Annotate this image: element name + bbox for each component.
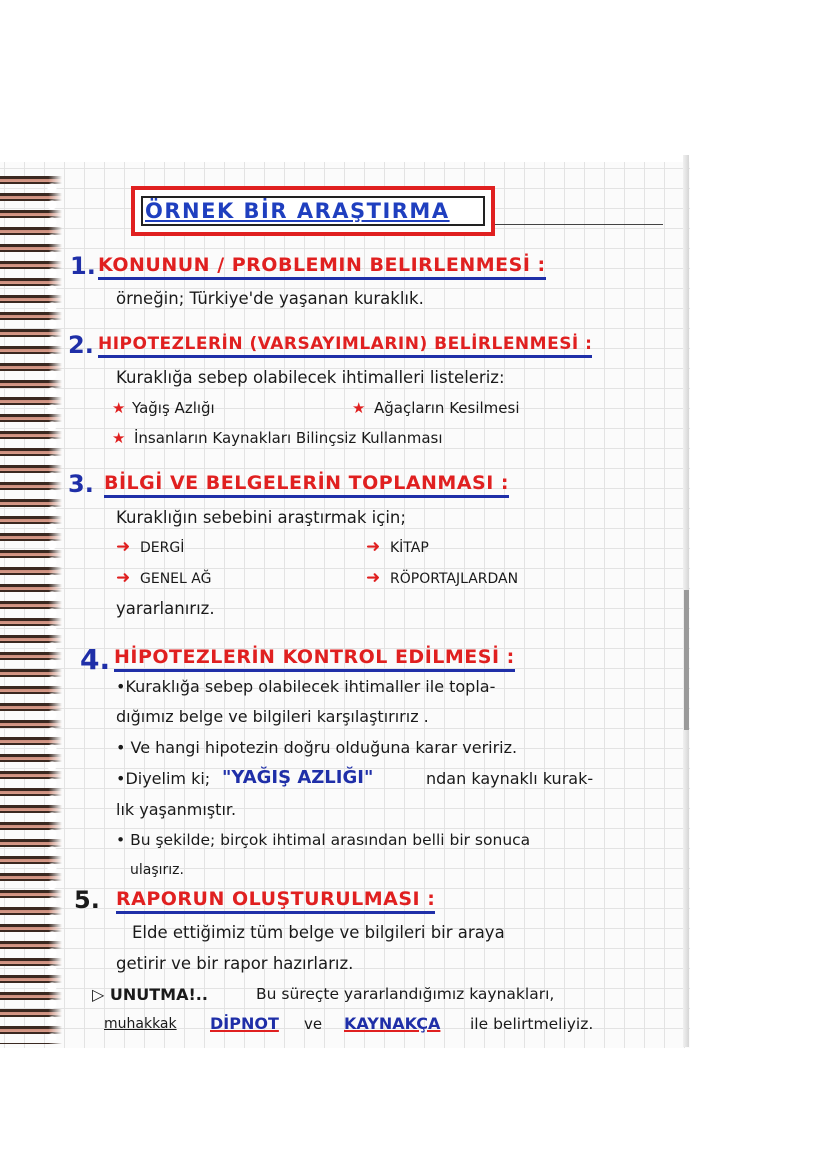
section-1-line-1: örneğin; Türkiye'de yaşanan kuraklık.	[116, 289, 424, 308]
section-5-number: 5.	[74, 886, 100, 914]
title-box	[131, 186, 495, 236]
section-2-intro: Kuraklığa sebep olabilecek ihtimalleri listeleriz:	[116, 368, 505, 387]
arrow-right-icon: ➜	[366, 537, 381, 557]
section-5-note-word-2: ve	[304, 1015, 323, 1033]
spiral-holes	[44, 180, 62, 1040]
section-2-heading: HIPOTEZLERİN (VARSAYIMLARIN) BELİRLENMESİ :	[98, 336, 592, 358]
section-1-number: 1.	[70, 252, 96, 280]
section-3-number: 3.	[68, 470, 94, 498]
section-3-item-2: KİTAP	[390, 540, 429, 556]
section-2-item-3: İnsanların Kaynakları Bilinçsiz Kullanması	[134, 429, 443, 447]
star-icon: ★	[352, 399, 366, 417]
section-3-item-1: DERGİ	[140, 540, 185, 556]
section-5-heading: RAPORUN OLUŞTURULMASI :	[116, 890, 435, 914]
section-5-note-prefix: ▷ UNUTMA!..	[92, 985, 208, 1004]
section-2-item-2: Ağaçların Kesilmesi	[374, 399, 520, 417]
section-4-line-1: •Kuraklığa sebep olabilecek ihtimaller ile topla-	[116, 677, 496, 696]
section-4-line-7: ulaşırız.	[130, 862, 184, 878]
section-3-item-3: GENEL AĞ	[140, 571, 212, 587]
arrow-right-icon: ➜	[116, 537, 131, 557]
arrow-right-icon: ➜	[366, 568, 381, 588]
section-3-item-4: RÖPORTAJLARDAN	[390, 571, 519, 587]
star-icon: ★	[112, 429, 126, 447]
scrollbar-thumb[interactable]	[684, 590, 689, 730]
section-5-note-line-1: Bu süreçte yararlandığımız kaynakları,	[256, 985, 555, 1003]
section-5-note-dipnot: DİPNOT	[210, 1014, 279, 1033]
section-4-line-4a: •Diyelim ki;	[116, 769, 211, 788]
section-5-note-kaynakca: KAYNAKÇA	[344, 1014, 441, 1033]
section-4-line-4-highlight: "YAĞIŞ AZLIĞI"	[222, 767, 374, 788]
title-rule	[495, 224, 663, 225]
section-2-item-1: Yağış Azlığı	[132, 399, 215, 417]
arrow-right-icon: ➜	[116, 568, 131, 588]
section-1-heading: KONUNUN / PROBLEMIN BELIRLENMESİ :	[98, 256, 546, 280]
section-3-outro: yararlanırız.	[116, 599, 215, 618]
section-4-line-6: • Bu şekilde; birçok ihtimal arasından belli bir sonuca	[116, 831, 531, 849]
section-4-line-2: dığımız belge ve bilgileri karşılaştırırız .	[116, 707, 429, 726]
page-title: ÖRNEK BİR ARAŞTIRMA	[145, 199, 450, 223]
section-5-line-1: Elde ettiğimiz tüm belge ve bilgileri bir araya	[132, 923, 505, 942]
section-5-note-word-1: muhakkak	[104, 1016, 177, 1032]
star-icon: ★	[112, 399, 126, 417]
section-3-heading: BİLGİ VE BELGELERİN TOPLANMASI :	[104, 474, 509, 498]
section-2-number: 2.	[68, 331, 94, 359]
section-5-line-2: getirir ve bir rapor hazırlarız.	[116, 954, 354, 973]
section-4-line-4b: ndan kaynaklı kurak-	[426, 769, 594, 788]
section-4-line-5: lık yaşanmıştır.	[116, 800, 237, 819]
section-4-number: 4.	[80, 643, 111, 676]
section-4-heading: HİPOTEZLERİN KONTROL EDİLMESİ :	[114, 648, 515, 672]
section-4-line-3: • Ve hangi hipotezin doğru olduğuna karar veririz.	[116, 738, 518, 757]
section-5-note-word-3: ile belirtmeliyiz.	[470, 1015, 594, 1033]
section-3-intro: Kuraklığın sebebini araştırmak için;	[116, 508, 406, 527]
